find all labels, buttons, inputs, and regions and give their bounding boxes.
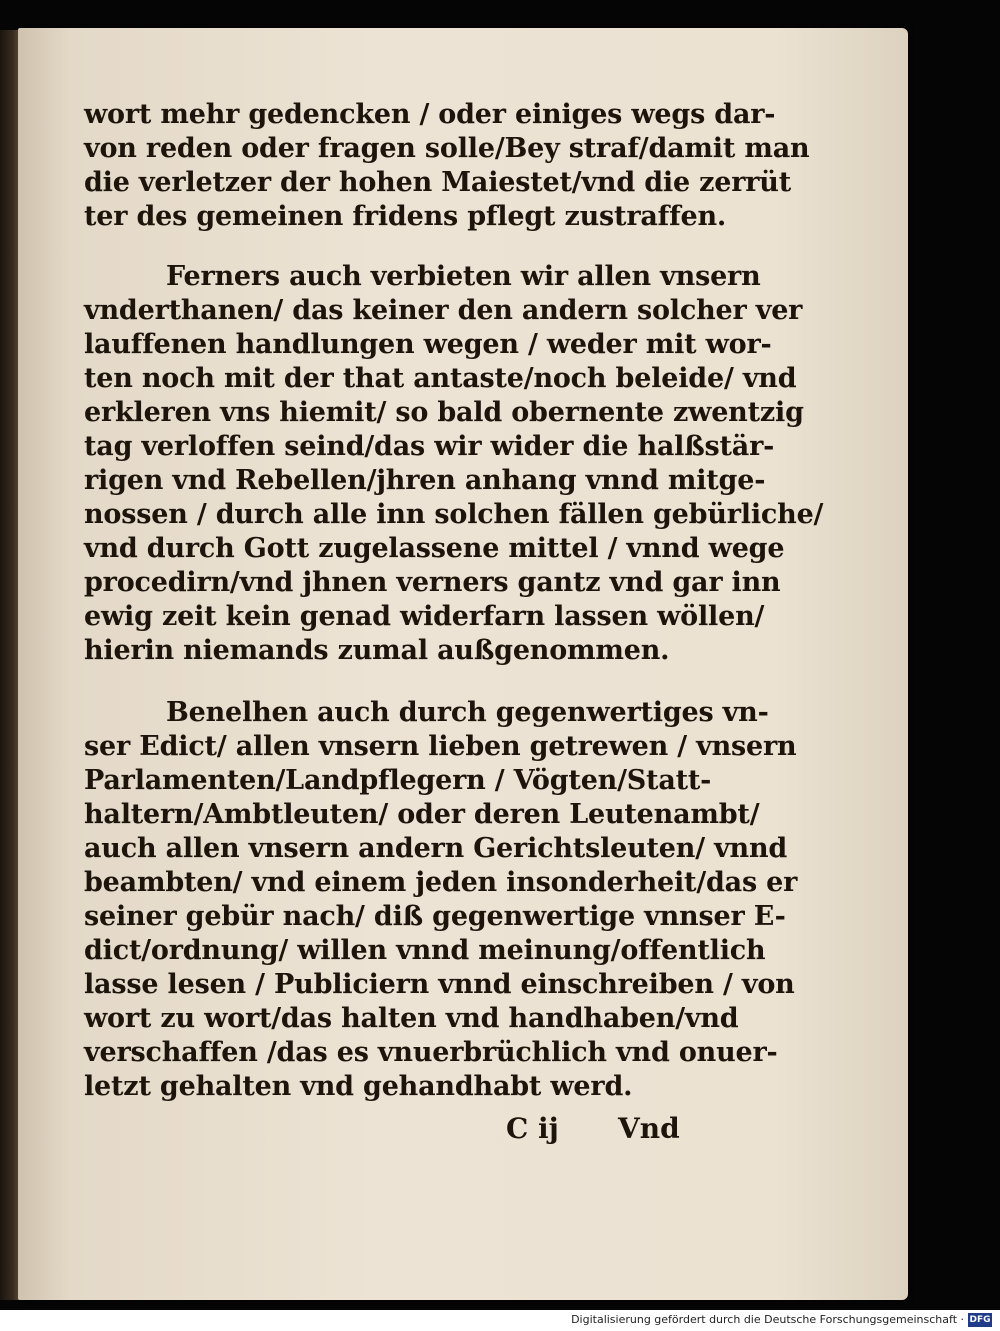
- paragraph-3: [84, 696, 797, 1104]
- funding-credit: Digitalisierung gefördert durch die Deutsche Forschungsgemeinschaft ·: [571, 1313, 964, 1326]
- text-line: ten noch mit der that antaste/noch beleide/ vnd: [84, 363, 797, 394]
- paragraph-1: [84, 98, 809, 234]
- digitization-footer: [0, 1310, 1000, 1331]
- text-line: Ferners auch verbieten wir allen vnsern: [166, 261, 761, 292]
- dfg-logo-icon: DFG: [969, 1315, 991, 1325]
- text-line: beambten/ vnd einem jeden insonderheit/das er: [84, 867, 798, 898]
- text-line: die verletzer der hohen Maiestet/vnd die zerrüt: [84, 167, 791, 198]
- text-line: ter des gemeinen fridens pflegt zustraffen.: [84, 201, 727, 232]
- text-line: seiner gebür nach/ diß gegenwertige vnnser E-: [84, 901, 786, 932]
- text-line: ewig zeit kein genad widerfarn lassen wöllen/: [84, 601, 765, 632]
- text-line: vnderthanen/ das keiner den andern solcher ver: [84, 295, 803, 326]
- text-line: hierin niemands zumal außgenommen.: [84, 635, 670, 666]
- text-line: tag verloffen seind/das wir wider die halßstär-: [84, 431, 775, 462]
- text-line: erkleren vns hiemit/ so bald obernente zwentzig: [84, 397, 804, 428]
- text-line: rigen vnd Rebellen/jhren anhang vnnd mitge-: [84, 465, 766, 496]
- text-line: verschaffen /das es vnuerbrüchlich vnd onuer-: [84, 1037, 778, 1068]
- text-line: nossen / durch alle inn solchen fällen gebürliche/: [84, 499, 824, 530]
- text-line: dict/ordnung/ willen vnnd meinung/offentlich: [84, 935, 766, 966]
- text-line: wort zu wort/das halten vnd handhaben/vnd: [84, 1003, 739, 1034]
- text-line: von reden oder fragen solle/Bey straf/damit man: [84, 133, 810, 164]
- paragraph-2: [84, 260, 823, 668]
- catchword: Vnd: [618, 1112, 680, 1145]
- text-line: ser Edict/ allen vnsern lieben getrewen / vnsern: [84, 731, 797, 762]
- text-line: procedirn/vnd jhnen verners gantz vnd gar inn: [84, 567, 781, 598]
- text-line: Benelhen auch durch gegenwertiges vn-: [166, 697, 769, 728]
- text-line: lauffenen handlungen wegen / weder mit wor-: [84, 329, 772, 360]
- text-line: auch allen vnsern andern Gerichtsleuten/ vnnd: [84, 833, 788, 864]
- page-footer-marks: [18, 1112, 908, 1152]
- text-line: haltern/Ambtleuten/ oder deren Leutenambt/: [84, 799, 760, 830]
- text-line: wort mehr gedencken / oder einiges wegs dar-: [84, 99, 776, 130]
- text-line: Parlamenten/Landpflegern / Vögten/Statt-: [84, 765, 712, 796]
- signature-mark: C ij: [506, 1112, 559, 1145]
- text-line: vnd durch Gott zugelassene mittel / vnnd wege: [84, 533, 785, 564]
- document-page: [18, 28, 908, 1300]
- text-line: lasse lesen / Publiciern vnnd einschreiben / von: [84, 969, 795, 1000]
- text-line: letzt gehalten vnd gehandhabt werd.: [84, 1071, 633, 1102]
